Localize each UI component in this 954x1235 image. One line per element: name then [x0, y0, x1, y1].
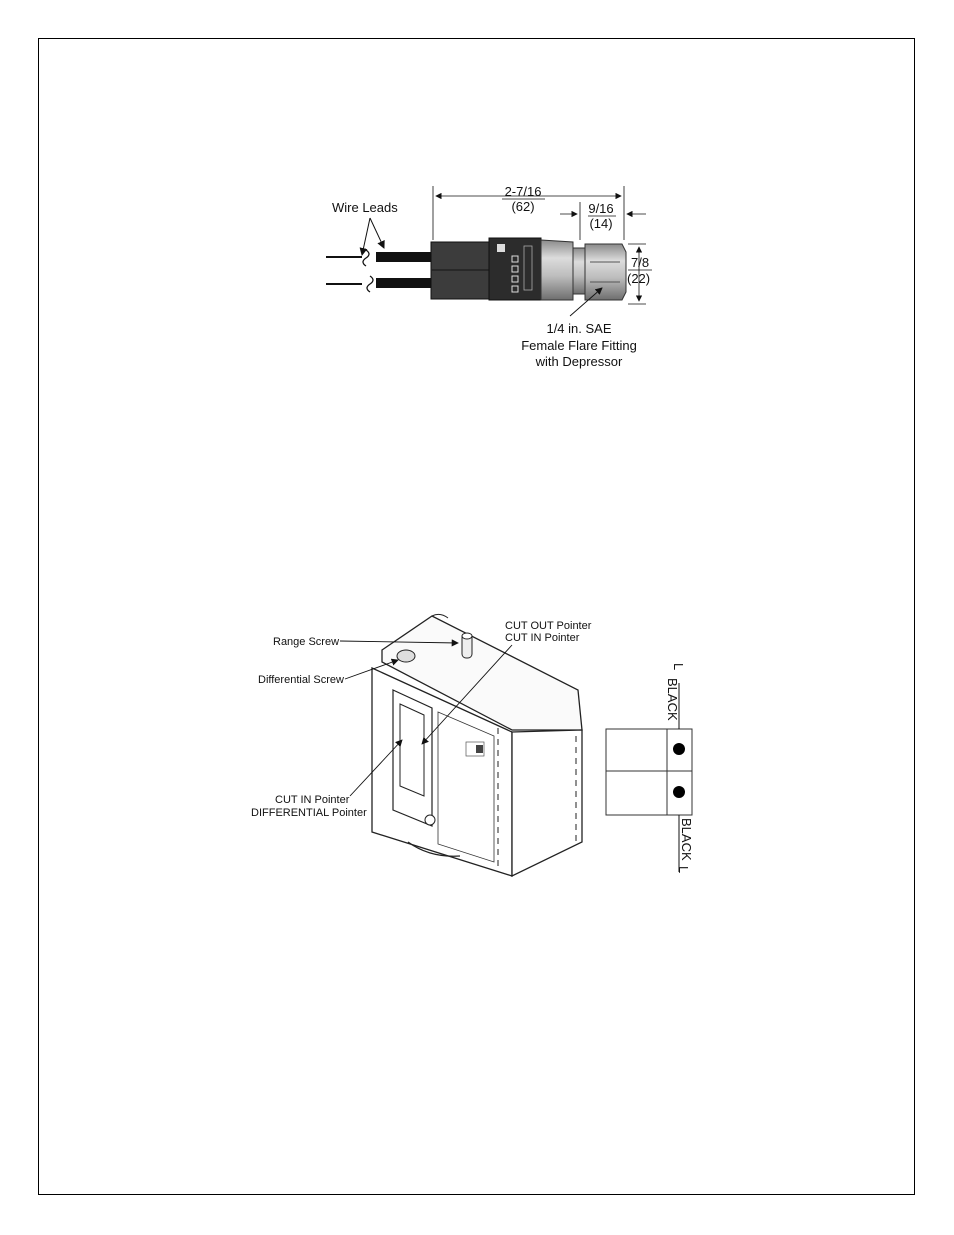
differential-screw-label: Differential Screw [258, 674, 344, 686]
transducer-head [489, 238, 541, 300]
black-wire-label-bottom: BLACK [679, 818, 694, 861]
cut-in-pointer-label-top: CUT IN Pointer [505, 632, 580, 644]
line-terminal-top: L [671, 663, 686, 671]
fitting-label-line1: 1/4 in. SAE [546, 321, 612, 336]
flare-fitting-hex [585, 244, 626, 300]
fitting-label-line3: with Depressor [535, 354, 623, 369]
pressure-control-figure [251, 614, 592, 876]
cut-out-pointer-label: CUT OUT Pointer [505, 620, 592, 632]
terminal-block [606, 729, 692, 815]
fitting-label-line2: Female Flare Fitting [521, 338, 637, 353]
dim-fitting-width-in: 9/16 [588, 201, 614, 216]
terminal-bottom [673, 786, 685, 798]
wire-break-top [363, 250, 369, 266]
terminal-top [673, 743, 685, 755]
wire-leads-label: Wire Leads [332, 200, 398, 215]
dim-height-in: 7/8 [631, 255, 650, 270]
dim-length-mm: (62) [511, 199, 535, 214]
cut-in-pointer-label-bottom: CUT IN Pointer [275, 794, 350, 806]
dim-length-in: 2-7/16 [504, 184, 542, 199]
scale-window [400, 704, 424, 796]
wire-break-bottom [367, 276, 373, 292]
transducer-neck [541, 240, 573, 300]
transducer-figure [326, 184, 652, 369]
line-terminal-bottom: L [676, 866, 691, 874]
range-screw-label: Range Screw [273, 636, 340, 648]
housing-side [512, 730, 582, 876]
dim-height-mm: (22) [627, 271, 651, 286]
wiring-diagram [606, 663, 694, 873]
differential-pointer-label: DIFFERENTIAL Pointer [251, 807, 367, 819]
wire-leads-arrow-top [370, 218, 384, 248]
wire-insulation-bottom [376, 278, 433, 288]
wire-leads-arrow-bottom [362, 218, 370, 255]
differential-screw [397, 650, 415, 662]
black-wire-label-top: BLACK [665, 678, 680, 721]
dim-fitting-width-mm: (14) [589, 216, 613, 231]
wire-insulation-top [376, 252, 433, 262]
